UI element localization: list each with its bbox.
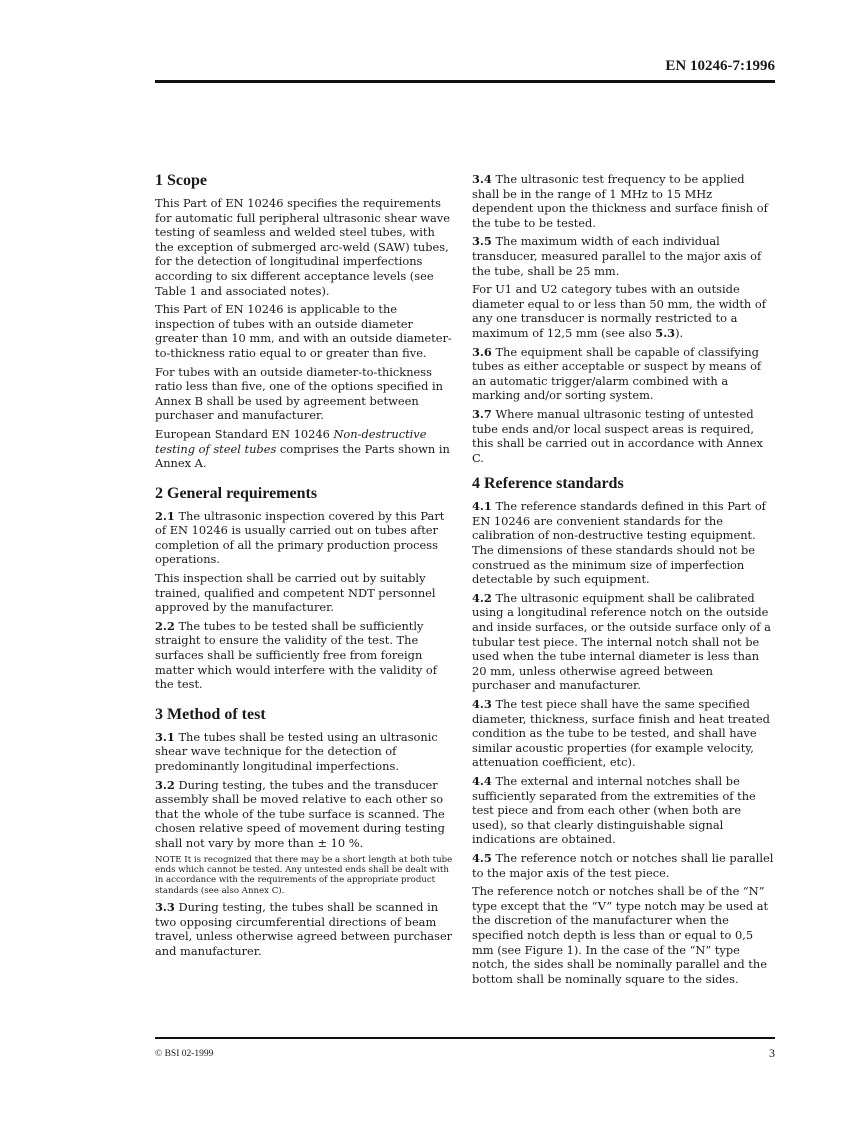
clause-4-5-continued: The reference notch or notches shall be of the “N” type except that the “V” type notch may be used at the discretion of the manufacturer when the specified notch depth is less than or equal to 0,5 mm (see Figure 1). In the case of the “N” type notch, the sides shall be nominally parallel and the bottom shall be nominally square to the sides. [472, 884, 769, 986]
clause-3-7: 3.7 Where manual ultrasonic testing of untested tube ends and/or local suspect areas is required, this shall be carried out in accordance with Annex C. [472, 406, 763, 465]
section-3-heading: 3 Method of test [155, 705, 266, 723]
clause-4-5: 4.5 The reference notch or notches shall lie parallel to the major axis of the test piece. [472, 850, 774, 880]
document-id: EN 10246-7:1996 [665, 58, 775, 74]
section-1-heading: 1 Scope [155, 172, 207, 189]
clause-2-1: 2.1 The ultrasonic inspection covered by this Part of EN 10246 is usually carried out on tubes after completion of all the primary production process operations. [155, 508, 445, 567]
scope-paragraph-3: For tubes with an outside diameter-to-thickness ratio less than five, one of the options specified in Annex B shall be used by agreement between purchaser and manufacturer. [155, 364, 443, 423]
header-rule [155, 80, 775, 83]
footer-rule [155, 1037, 775, 1039]
clause-2-1-continued: This inspection shall be carried out by suitably trained, qualified and competent NDT personnel approved by the manufacturer. [155, 571, 436, 615]
section-2-heading: 2 General requirements [155, 484, 318, 502]
copyright-notice: © BSI 02-1999 [155, 1049, 214, 1059]
left-column [155, 172, 457, 963]
section-4-heading: 4 Reference standards [472, 475, 624, 493]
note-3-2: NOTE It is recognized that there may be a short length at both tube ends which cannot be tested. Any untested ends shall be dealt with in accordance with the requirements of the appropriate product standards (see also Annex C). [155, 854, 453, 896]
page-number: 3 [769, 1046, 775, 1060]
clause-3-5: 3.5 The maximum width of each individual transducer, measured parallel to the major axis of the tube, shall be 25 mm. [472, 234, 762, 278]
clause-3-2: 3.2 During testing, the tubes and the transducer assembly shall be moved relative to each other so that the whole of the tube surface is scanned. The chosen relative speed of movement during testing shall not vary by more than ± 10 %. [155, 777, 445, 850]
clause-3-6: 3.6 The equipment shall be capable of classifying tubes as either acceptable or suspect by means of an automatic trigger/alarm combined with a marking and/or sorting system. [472, 344, 762, 403]
clause-2-2: 2.2 The tubes to be tested shall be sufficiently straight to ensure the validity of the test. The surfaces shall be sufficiently free from foreign matter which would interfere with the validity of the test. [155, 618, 437, 692]
clause-3-1: 3.1 The tubes shall be tested using an ultrasonic shear wave technique for the detection of predominantly longitudinal imperfections. [155, 729, 438, 773]
clause-3-5-continued: For U1 and U2 category tubes with an outside diameter equal to or less than 50 mm, the width of any one transducer is normally restricted to a maximum of 12,5 mm (see also 5.3). [472, 282, 766, 340]
scope-paragraph-4: European Standard EN 10246 Non-destructive testing of steel tubes comprises the Parts shown in Annex A. [155, 426, 450, 471]
scope-paragraph-2: This Part of EN 10246 is applicable to the inspection of tubes with an outside diameter greater than 10 mm, and with an outside diameter-to-thickness ratio equal to or greater than five. [155, 302, 452, 360]
right-column [472, 172, 774, 990]
clause-4-1: 4.1 The reference standards defined in this Part of EN 10246 are convenient standards for the calibration of non-destructive testing equipment. The dimensions of these standards should not be construed as the minimum size of imperfection detectable by such equipment. [472, 499, 766, 587]
clause-3-3: 3.3 During testing, the tubes shall be scanned in two opposing circumferential directions of beam travel, unless otherwise agreed between purchaser and manufacturer. [155, 900, 453, 958]
clause-4-3: 4.3 The test piece shall have the same specified diameter, thickness, surface finish and heat treated condition as the tube to be tested, and shall have similar acoustic properties (for example velocity, attenuation coefficient, etc). [472, 697, 770, 770]
clause-4-4: 4.4 The external and internal notches shall be sufficiently separated from the extremities of the test piece and from each other (when both are used), so that clearly distinguishable signal indications are obtained. [472, 773, 756, 847]
clause-4-2: 4.2 The ultrasonic equipment shall be calibrated using a longitudinal reference notch on the outside and inside surfaces, or the outside surface only of a tubular test piece. The internal notch shall not be used when the tube internal diameter is less than 20 mm, unless otherwise agreed between purchaser and manufacturer. [472, 590, 771, 693]
clause-3-4: 3.4 The ultrasonic test frequency to be applied shall be in the range of 1 MHz to 15 MHz dependent upon the thickness and surface finish of the tube to be tested. [472, 172, 768, 230]
scope-paragraph-1: This Part of EN 10246 specifies the requirements for automatic full peripheral ultrasonic shear wave testing of seamless and welded steel tubes, with the exception of submerged arc-weld (SAW) tubes, for the detection of longitudinal imperfections according to six different acceptance levels (see Table 1 and associated notes). [155, 196, 450, 298]
